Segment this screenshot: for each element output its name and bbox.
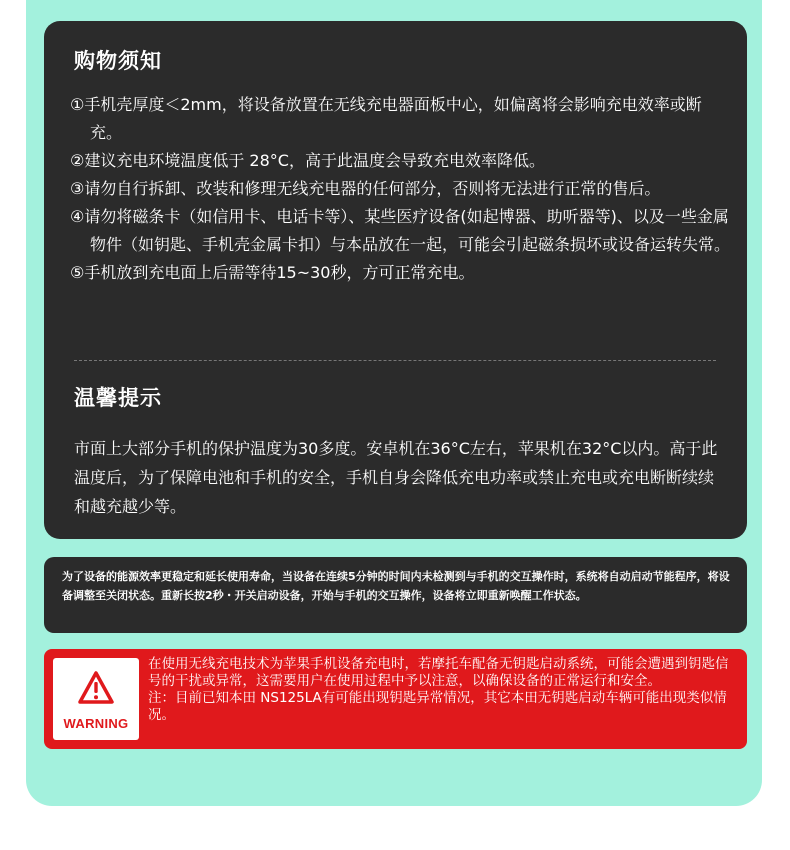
notice-item: ③请勿自行拆卸、改装和修理无线充电器的任何部分，否则将无法进行正常的售后。 [70, 179, 661, 198]
notice-item: ⑤手机放到充电面上后需等待15~30秒，方可正常充电。 [70, 263, 475, 282]
warning-label: WARNING [63, 716, 129, 731]
energy-saving-note [44, 557, 747, 633]
warning-main-text: 在使用无线充电技术为苹果手机设备充电时，若摩托车配备无钥匙启动系统，可能会遭遇到钥匙信号的干扰或异常，这需要用户在使用过程中予以注意，以确保设备的正常运行和安全。 [148, 656, 729, 689]
warning-badge [53, 658, 139, 740]
warning-banner [44, 649, 747, 749]
notice-item: ①手机壳厚度＜2mm，将设备放置在无线充电器面板中心，如偏离将会影响充电效率或断充。 [70, 95, 702, 142]
warm-tips-title: 温馨提示 [74, 386, 162, 410]
warm-tips-text: 市面上大部分手机的保护温度为30多度。安卓机在36°C左右，苹果机在32°C以内。高于此温度后，为了保障电池和手机的安全，手机自身会降低充电功率或禁止充电或充电断断续续和越充越少等。 [74, 439, 718, 516]
warning-text-block [148, 656, 738, 724]
notice-item: ④请勿将磁条卡（如信用卡、电话卡等）、某些医疗设备(如起博器、助听器等)、以及一些金属物件（如钥匙、手机壳金属卡扣）与本品放在一起，可能会引起磁条损坏或设备运转失常。 [70, 207, 731, 254]
dashed-divider [74, 360, 716, 361]
shopping-notice-list [70, 91, 730, 287]
shopping-notice-title: 购物须知 [74, 49, 162, 73]
energy-saving-text: 为了设备的能源效率更稳定和延长使用寿命，当设备在连续5分钟的时间内未检测到与手机的交互操作时，系统将自动启动节能程序，将设备调整至关闭状态。重新长按2秒・开关启动设备，开始与手机的交互操作，设备将立即重新唤醒工作状态。 [62, 570, 730, 602]
warning-triangle-icon [77, 670, 115, 706]
warning-footnote: 注：目前已知本田 NS125LA有可能出现钥匙异常情况，其它本田无钥匙启动车辆可能出现类似情况。 [148, 690, 727, 723]
notice-item: ②建议充电环境温度低于 28°C，高于此温度会导致充电效率降低。 [70, 151, 545, 170]
info-card [44, 21, 747, 539]
